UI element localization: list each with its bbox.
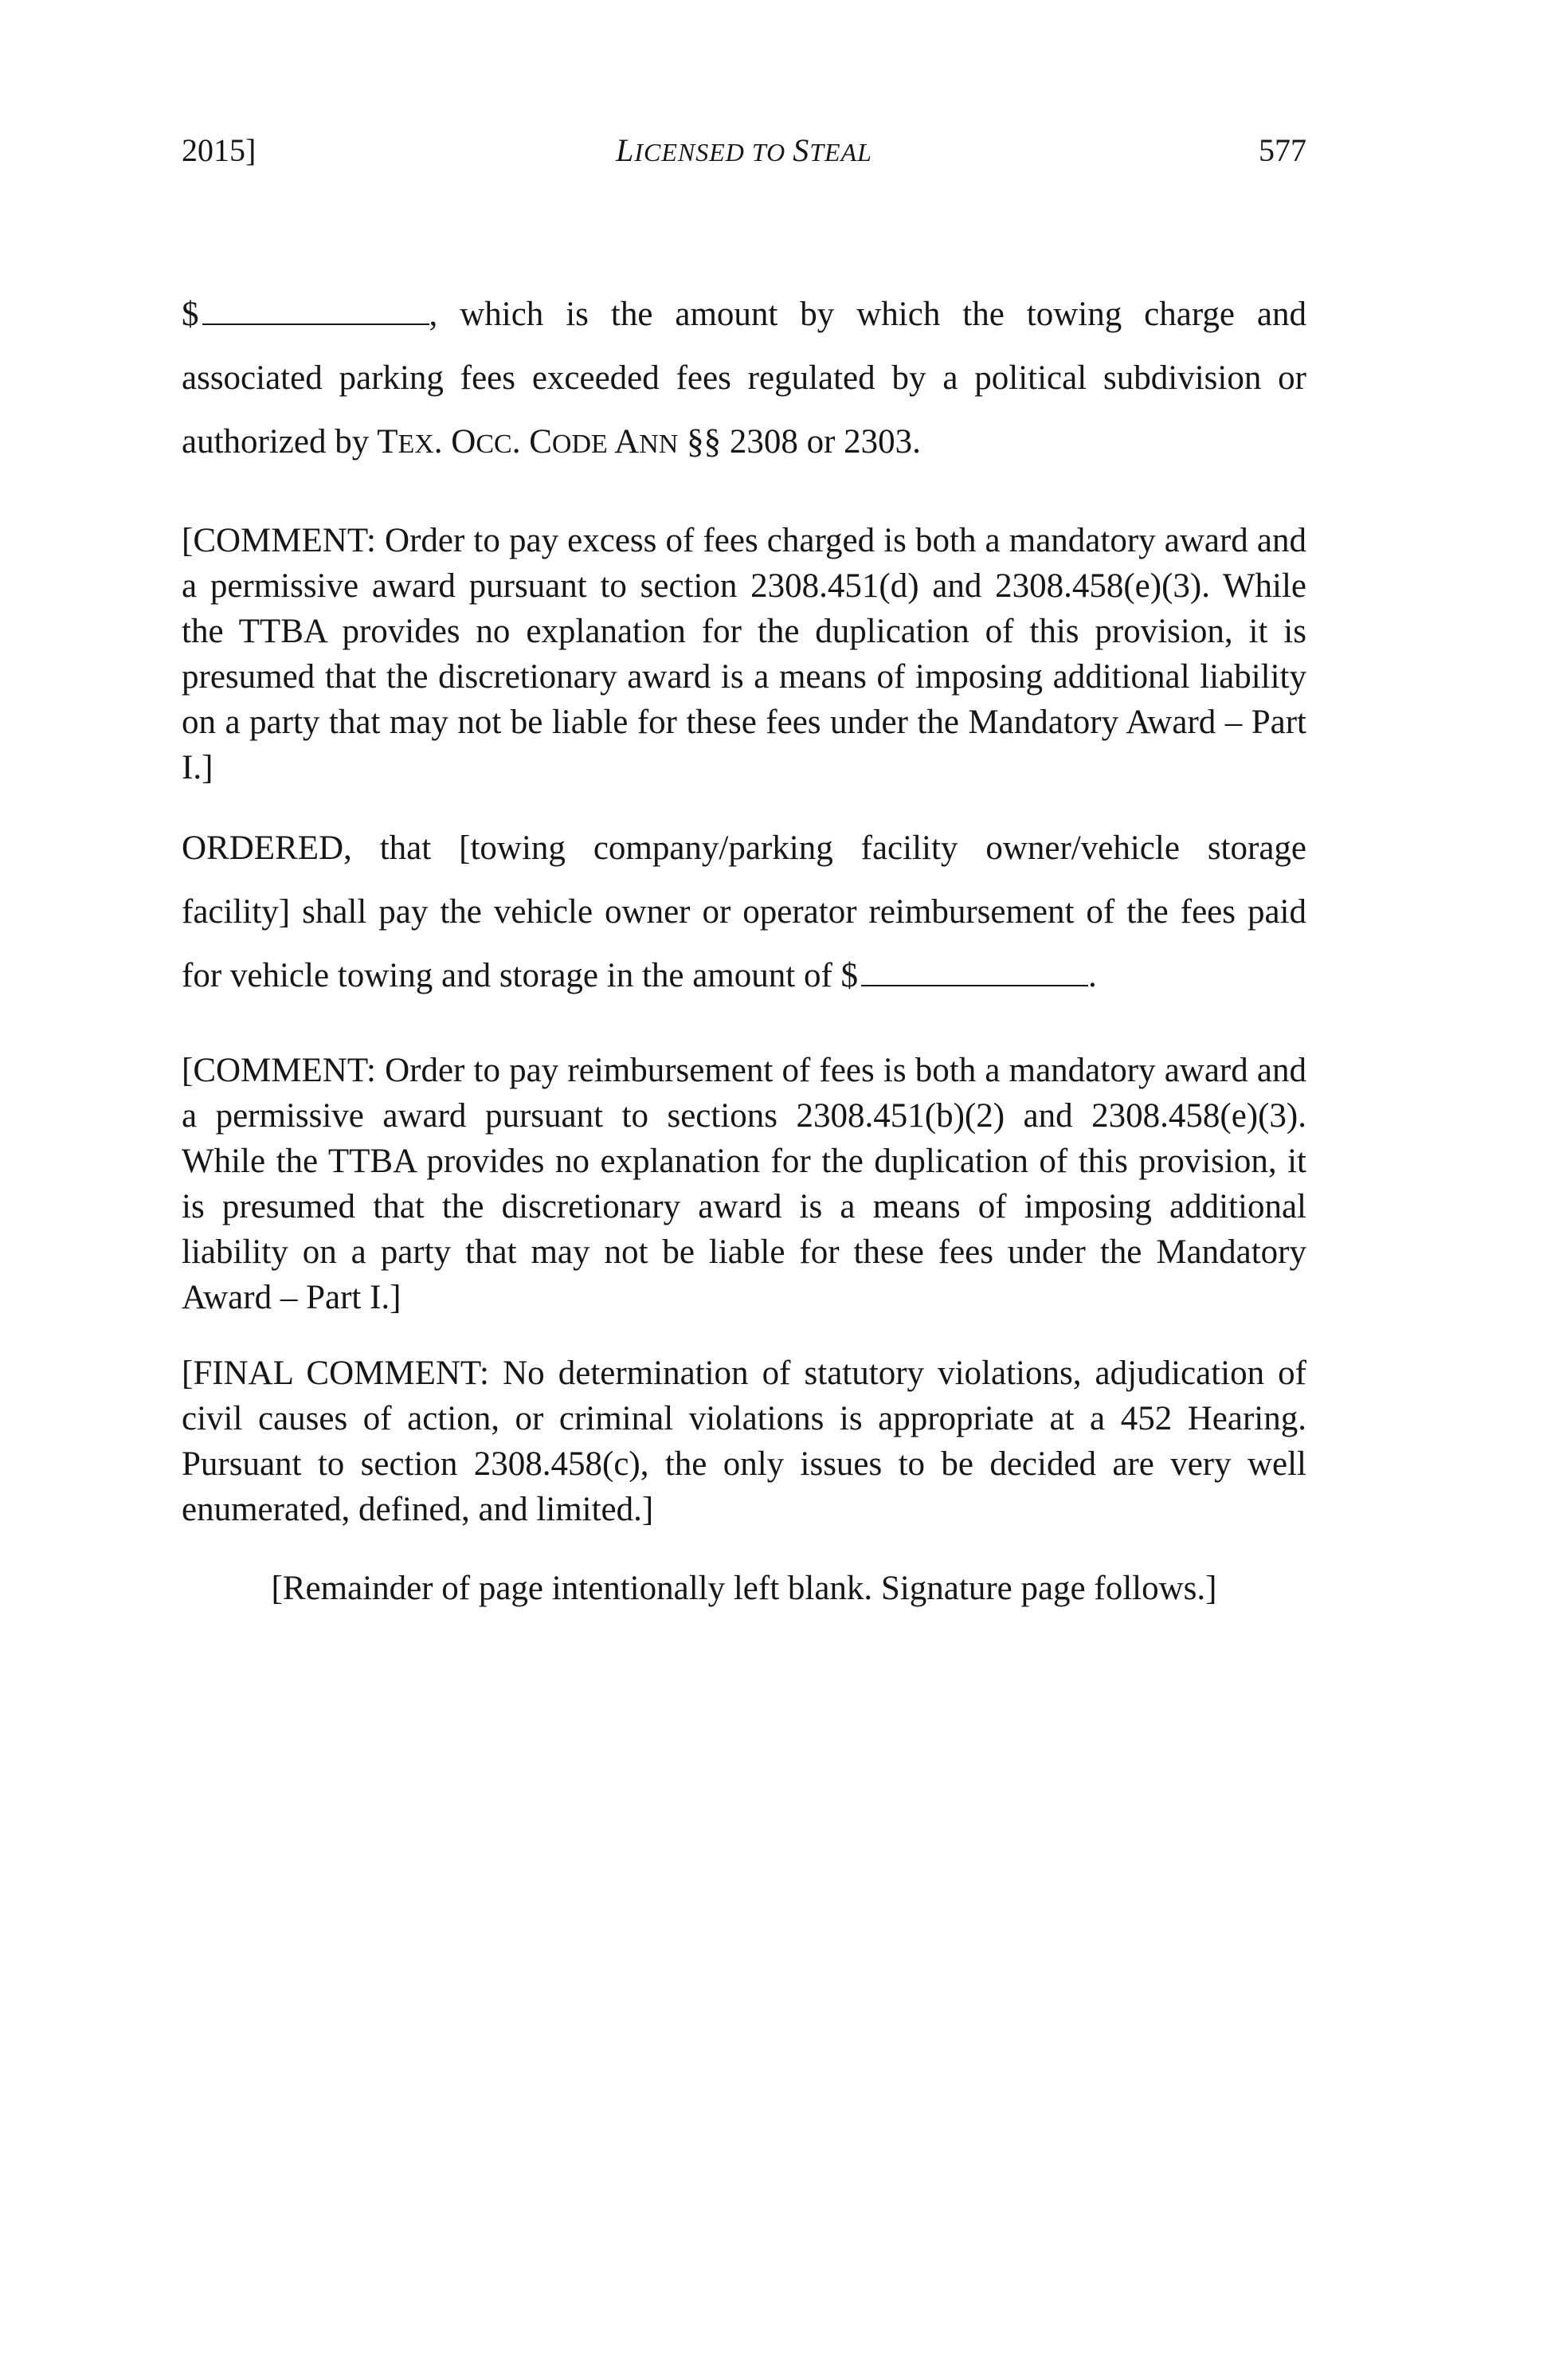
page-number: 577	[1259, 132, 1306, 168]
amount-paragraph	[182, 283, 1306, 476]
header-year: 2015]	[182, 132, 257, 168]
citation-small-caps: CC	[476, 429, 512, 459]
remainder-note: [Remainder of page intentionally left blank. Signature page follows.]	[271, 1570, 1217, 1607]
header-title-initial-1: L	[616, 132, 635, 168]
citation-text: §§ 2308 or 2303.	[678, 423, 921, 461]
ordered-paragraph-text: ORDERED, that [towing company/parking facility owner/vehicle storage facility] shall pay the vehicle owner or operator reimbursement of the fees paid for vehicle towing and storage in the amount of $	[182, 829, 1306, 994]
citation-text: . C	[511, 423, 552, 461]
citation-text: . O	[433, 423, 476, 461]
header-title	[182, 131, 1306, 169]
header-title-part-1: ICENSED TO	[634, 138, 793, 167]
comment-paragraph-2: [COMMENT: Order to pay reimbursement of fees is both a mandatory award and a permissive award pursuant to sections 2308.451(b)(2) and 2308.458(e)(3). While the TTBA provides no explanation for the duplication of this provision, it is presumed that the discretionary award is a means of imposing additional liability on a party that may not be liable for these fees under the Mandatory Award – Part I.]	[182, 1052, 1306, 1316]
header-title-initial-2: S	[793, 132, 810, 168]
citation-small-caps: NN	[639, 429, 679, 459]
comment-paragraph-1: [COMMENT: Order to pay excess of fees charged is both a mandatory award and a permissive award pursuant to section 2308.451(d) and 2308.458(e)(3). While the TTBA provides no explanation for the duplication of this provision, it is presumed that the discretionary award is a means of imposing additional liability on a party that may not be liable for these fees under the Mandatory Award – Part I.]	[182, 522, 1306, 786]
final-comment-paragraph: [FINAL COMMENT: No determination of statutory violations, adjudication of civil causes of action, or criminal violations is appropriate at a 452 Hearing. Pursuant to section 2308.458(c), the only issues to be decided are very well enumerated, defined, and limited.]	[182, 1355, 1306, 1528]
ordered-paragraph	[182, 817, 1306, 1008]
citation-text: A	[607, 423, 640, 461]
header-title-part-2: TEAL	[809, 138, 872, 167]
citation-small-caps: ODE	[551, 429, 608, 459]
running-header	[182, 131, 1306, 179]
amount-blank-line	[202, 323, 429, 325]
reimbursement-blank-line	[861, 985, 1088, 986]
citation-small-caps: EX	[398, 429, 434, 459]
dollar-sign: $	[182, 296, 199, 333]
ordered-paragraph-end: .	[1088, 957, 1097, 994]
amount-paragraph-text: , which is the amount by which the towing charge and associated parking fees exceeded fees regulated by a political subdivision or authorized by T	[182, 296, 1306, 461]
